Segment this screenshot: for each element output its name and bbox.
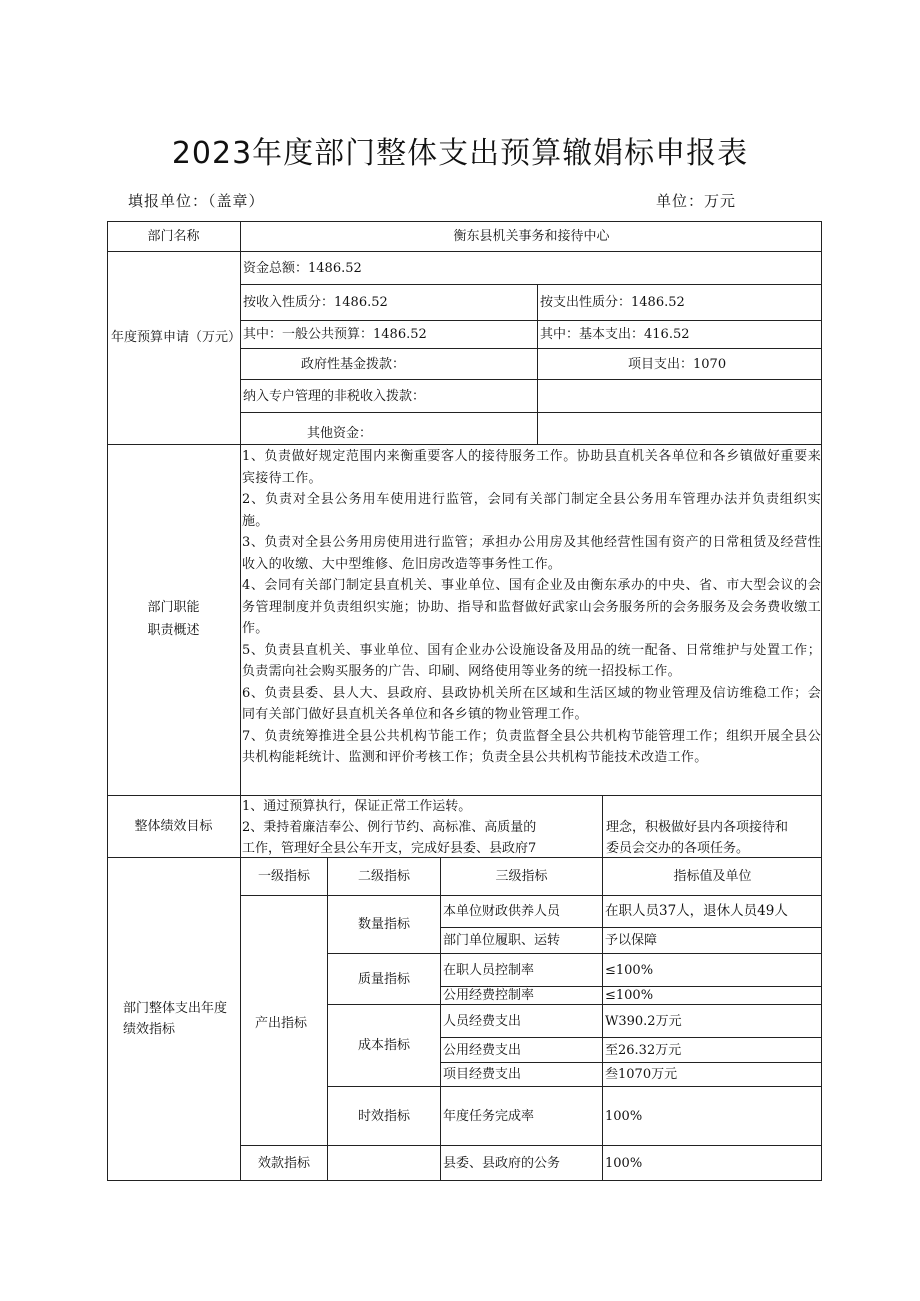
table-row-value: 予以保障: [603, 927, 822, 953]
goals-right-text: [606, 817, 822, 859]
benefit-label: 效款指标: [241, 1145, 328, 1181]
goals-label: 整体绩效目标: [107, 795, 241, 857]
table-row-value: ≤100%: [603, 953, 822, 986]
budget-project-cell: [538, 348, 822, 379]
page-title: 2023年度部门整体支出预算辙娟标申报表: [171, 136, 749, 171]
budget-by-income: 按收入性质分：1486.52: [241, 284, 538, 320]
table-row-l3: 县委、县政府的公务: [441, 1145, 603, 1181]
dept-name-value: 衡东县机关事务和接待中心: [453, 228, 610, 244]
dept-name-label: 部门名称: [107, 221, 241, 251]
table-row-value: ≤100%: [603, 986, 822, 1004]
cost-label: 成本指标: [328, 1004, 441, 1086]
header-level2: 二级指标: [328, 857, 441, 895]
budget-label: 年度预算申请（万元）: [111, 330, 242, 345]
goal-line: 2、秉持着廉洁奉公、例行节约、高标准、高质量的: [242, 820, 537, 835]
budget-label-cell: [107, 251, 241, 444]
indicators-label-cell: [107, 857, 241, 1181]
budget-project-expense: 项目支出：1070: [628, 357, 727, 372]
indicators-label: 部门整体支出年度绩效指标: [123, 1001, 228, 1037]
header-level3: 三级指标: [441, 857, 603, 895]
budget-gov-fund-cell: [241, 348, 538, 379]
budget-total: 资金总额：1486.52: [241, 251, 822, 284]
goal-line: 理念，积极做好县内各项接待和: [606, 820, 789, 835]
goals-left-text: [242, 796, 602, 859]
duties-text: [242, 446, 821, 794]
goal-line: 1、通过预算执行，保证正常工作运转。: [242, 799, 472, 814]
duty-item: 2、负责对全县公务用车使用进行监管，会同有关部门制定全县公务用车管理办法并负责组织实施。: [242, 492, 821, 529]
duty-item: 5、负责县直机关、事业单位、国有企业办公设施设备及用品的统一配备、日常维护与处置工作；负责需向社会购买服务的广告、印刷、网络使用等业务的统一招投标工作。: [242, 642, 821, 679]
budget-basic-expense: 其中：基本支出：416.52: [538, 320, 822, 348]
time-label: 时效指标: [328, 1086, 441, 1145]
header-value: 指标值及单位: [603, 857, 822, 895]
table-row-l3: 部门单位履职、运转: [441, 927, 603, 953]
output-label-cell: [241, 895, 328, 1145]
duties-label-cell: [107, 444, 241, 795]
budget-other-value: [538, 412, 822, 444]
benefit-level2-empty: [328, 1145, 441, 1181]
fill-unit-label: 填报单位：（盖章）: [128, 192, 265, 210]
goal-line: 工作，管理好全县公车开支，完成好县委、县政府7: [242, 841, 537, 856]
duty-item: 7、负责统筹推进全县公共机构节能工作；负责监督全县公共机构节能管理工作；组织开展全县公共机构能耗统计、监测和评价考核工作；负责全县公共机构节能技术改造工作。: [242, 728, 821, 765]
duties-label-line2: 职责概述: [147, 623, 200, 638]
budget-by-expense: 按支出性质分：1486.52: [538, 284, 822, 320]
table-row-value: W390.2万元: [603, 1004, 822, 1037]
table-row-l3: 项目经费支出: [441, 1062, 603, 1086]
table-row-value: 至26.32万元: [603, 1037, 822, 1062]
table-row-value: 100%: [603, 1086, 822, 1145]
duties-label-line1: 部门职能: [147, 600, 200, 615]
table-row-l3: 公用经费支出: [441, 1037, 603, 1062]
table-row-l3: 本单位财政供养人员: [441, 895, 603, 927]
header-level1: 一级指标: [241, 857, 328, 895]
budget-non-tax: 纳入专户管理的非税收入拨款：: [241, 379, 538, 412]
budget-non-tax-value: [538, 379, 822, 412]
table-row-value: 100%: [603, 1145, 822, 1181]
duty-item: 1、负责做好规定范围内来衡重要客人的接待服务工作。协助县直机关各单位和各乡镇做好重要来宾接待工作。: [242, 449, 821, 486]
budget-general: 其中：一般公共预算：1486.52: [241, 320, 538, 348]
table-row-l3: 公用经费控制率: [441, 986, 603, 1004]
table-row-l3: 在职人员控制率: [441, 953, 603, 986]
table-row-l3: 人员经费支出: [441, 1004, 603, 1037]
quantity-label: 数量指标: [328, 895, 441, 953]
duty-item: 4、会同有关部门制定县直机关、事业单位、国有企业及由衡东承办的中央、省、市大型会议的会务管理制度并负责组织实施；协助、指导和监督做好武家山会务服务所的会务服务及会务费收缴工作。: [242, 578, 821, 636]
unit-label: 单位：万元: [656, 192, 737, 210]
quality-label: 质量指标: [328, 953, 441, 1004]
budget-gov-fund: 政府性基金拨款：: [301, 357, 406, 372]
duty-item: 3、负责对全县公务用房使用进行监管；承担办公用房及其他经营性国有资产的日常租赁及经营性收入的收缴、大中型维修、危旧房改造等事务性工作。: [242, 535, 821, 572]
table-row-value: 在职人员37人，退休人员49人: [603, 895, 822, 927]
table-row-l3: 年度任务完成率: [441, 1086, 603, 1145]
duty-item: 6、负责县委、县人大、县政府、县政协机关所在区域和生活区域的物业管理及信访维稳工作；会同有关部门做好县直机关各单位和各乡镇的物业管理工作。: [242, 685, 821, 722]
table-row-value: 叁1070万元: [603, 1062, 822, 1086]
output-label: 产出指标: [255, 1016, 308, 1031]
goal-line: 委员会交办的各项任务。: [606, 841, 750, 856]
budget-other: 其他资金：: [307, 426, 373, 441]
budget-other-cell: [241, 412, 538, 444]
